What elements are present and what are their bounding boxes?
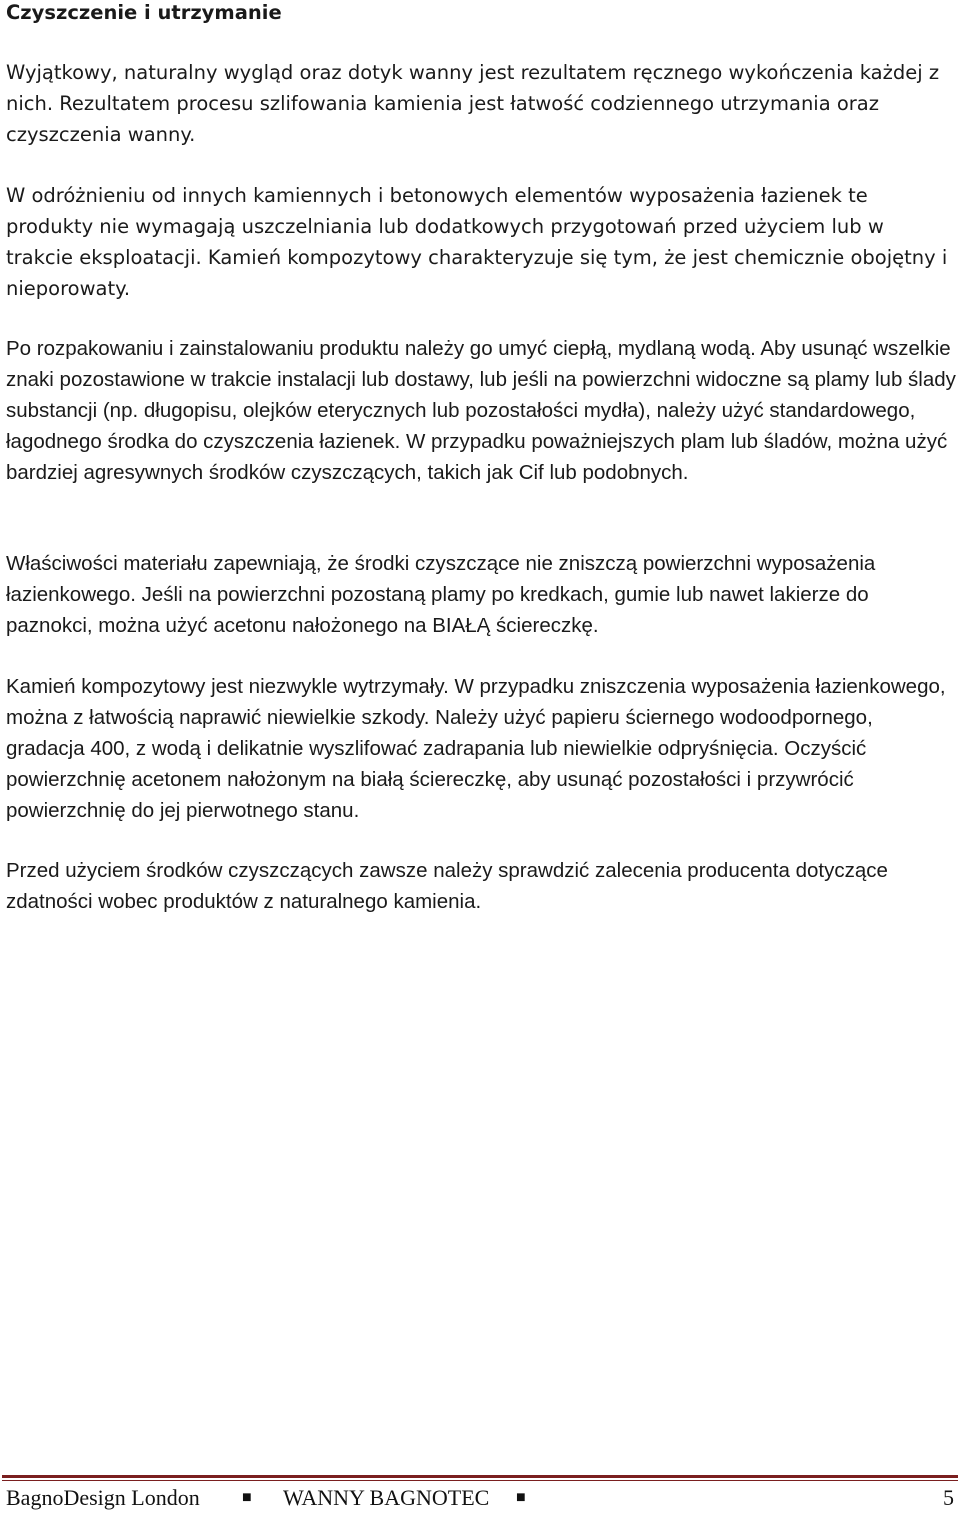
paragraph-repair: Kamień kompozytowy jest niezwykle wytrzymały. W przypadku zniszczenia wyposażenia łazienkowego, można z łatwością naprawić niewielkie szkody. Należy użyć papieru ściernego wodoodpornego, gradacja 400, z wodą i delikatnie wyszlifować zadrapania lub niewielkie odpryśnięcia. Oczyścić powierzchnię acetonem nałożonym na białą ściereczkę, aby usunąć pozostałości i przywrócić powierzchnię do jej pierwotnego stanu. [6,675,946,822]
paragraph-first-wash: Po rozpakowaniu i zainstalowaniu produktu należy go umyć ciepłą, mydlaną wodą. Aby usunąć wszelkie znaki pozostawione w trakcie instalacji lub dostawy, lub jeśli na powierzchni widoczne są plamy lub ślady substancji (np. długopisu, olejków eterycznych lub pozostałości mydła), należy użyć standardowego, łagodnego środka do czyszczenia łazienek. W przypadku poważniejszych plam lub śladów, można użyć bardziej agresywnych środków czyszczących, takich jak Cif lub podobnych. [6,337,956,484]
footer-rule-thin [2,1480,958,1481]
footer-brand: BagnoDesign London [6,1485,200,1510]
footer-rule-thick [2,1475,958,1478]
footer-separator-square-icon: ■ [516,1489,526,1506]
footer-separator-square-icon: ■ [242,1489,252,1506]
page-footer [6,1484,954,1512]
paragraph-manufacturer-note: Przed użyciem środków czyszczących zawsze należy sprawdzić zalecenia producenta dotyczące zdatności wobec produktów z naturalnego kamienia. [6,859,888,913]
footer-product: WANNY BAGNOTEC [283,1485,490,1510]
paragraph-intro: Wyjątkowy, naturalny wygląd oraz dotyk wanny jest rezultatem ręcznego wykończenia każdej z nich. Rezultatem procesu szlifowania kamienia jest łatwość codziennego utrzymania oraz czyszczenia wanny. [6,61,940,146]
document-body [6,0,956,913]
section-heading: Czyszczenie i utrzymanie [6,1,282,24]
page-number: 5 [943,1485,954,1510]
paragraph-no-sealing: W odróżnieniu od innych kamiennych i betonowych elementów wyposażenia łazienek te produkty nie wymagają uszczelniania lub dodatkowych przygotowań przed użyciem lub w trakcie eksploatacji. Kamień kompozytowy charakteryzuje się tym, że jest chemicznie obojętny i nieporowaty. [6,184,948,300]
paragraph-material-properties: Właściwości materiału zapewniają, że środki czyszczące nie zniszczą powierzchni wyposażenia łazienkowego. Jeśli na powierzchni pozostaną plamy po kredkach, gumie lub nawet lakierze do paznokci, można użyć acetonu nałożonego na BIAŁĄ ściereczkę. [6,552,876,637]
